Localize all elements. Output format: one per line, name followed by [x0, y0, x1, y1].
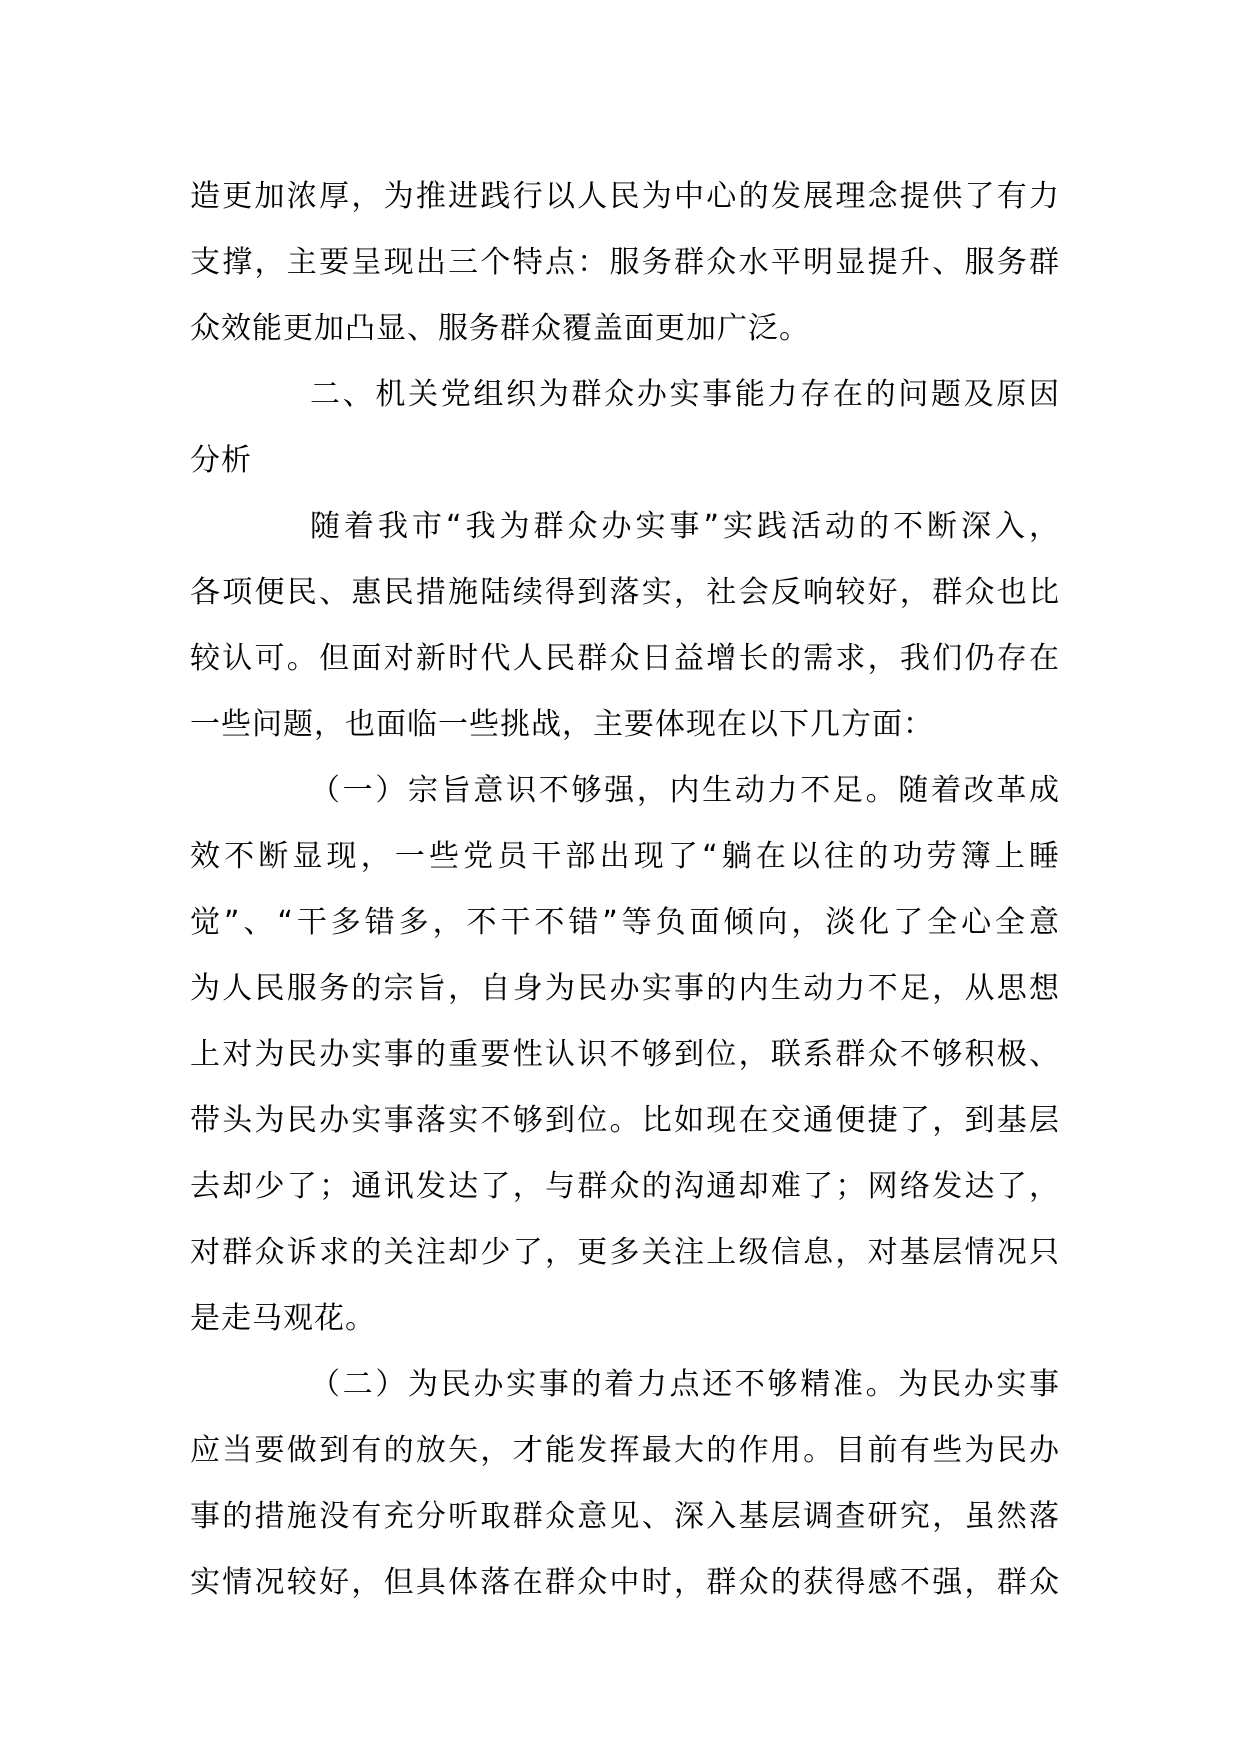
document-body-text	[190, 164, 1060, 1616]
text-line: 上对为民办实事的重要性认识不够到位，联系群众不够积极、	[190, 1037, 1060, 1072]
text-line: 为人民服务的宗旨，自身为民办实事的内生动力不足，从思想	[190, 971, 1060, 1006]
text-line: 对群众诉求的关注却少了，更多关注上级信息，对基层情况只	[190, 1235, 1060, 1270]
text-line: 众效能更加凸显、服务群众覆盖面更加广泛。	[190, 311, 810, 346]
text-line: 随着我市“我为群众办实事”实践活动的不断深入，	[310, 509, 1060, 544]
text-line: 效不断显现，一些党员干部出现了“躺在以往的功劳簿上睡	[190, 839, 1060, 874]
text-line: 带头为民办实事落实不够到位。比如现在交通便捷了，到基层	[190, 1103, 1060, 1138]
subsection-line: （一）宗旨意识不够强，内生动力不足。随着改革成	[310, 773, 1060, 808]
subsection-line: （二）为民办实事的着力点还不够精准。为民办实事	[310, 1367, 1060, 1402]
text-line: 各项便民、惠民措施陆续得到落实，社会反响较好，群众也比	[190, 575, 1060, 610]
text-line: 造更加浓厚，为推进践行以人民为中心的发展理念提供了有力	[190, 179, 1060, 214]
text-line: 去却少了；通讯发达了，与群众的沟通却难了；网络发达了，	[190, 1169, 1060, 1204]
text-line: 是走马观花。	[190, 1301, 376, 1336]
text-line: 事的措施没有充分听取群众意见、深入基层调查研究，虽然落	[190, 1499, 1060, 1534]
text-line: 实情况较好，但具体落在群众中时，群众的获得感不强，群众	[190, 1565, 1060, 1600]
text-line: 一些问题，也面临一些挑战，主要体现在以下几方面：	[190, 707, 934, 742]
text-line: 应当要做到有的放矢，才能发挥最大的作用。目前有些为民办	[190, 1433, 1060, 1468]
section-heading-line: 二、机关党组织为群众办实事能力存在的问题及原因	[310, 377, 1060, 412]
text-line: 支撑，主要呈现出三个特点：服务群众水平明显提升、服务群	[190, 245, 1060, 280]
section-heading-line: 分析	[190, 443, 252, 478]
text-line: 较认可。但面对新时代人民群众日益增长的需求，我们仍存在	[190, 641, 1060, 676]
text-line: 觉”、“干多错多，不干不错”等负面倾向，淡化了全心全意	[190, 905, 1060, 940]
